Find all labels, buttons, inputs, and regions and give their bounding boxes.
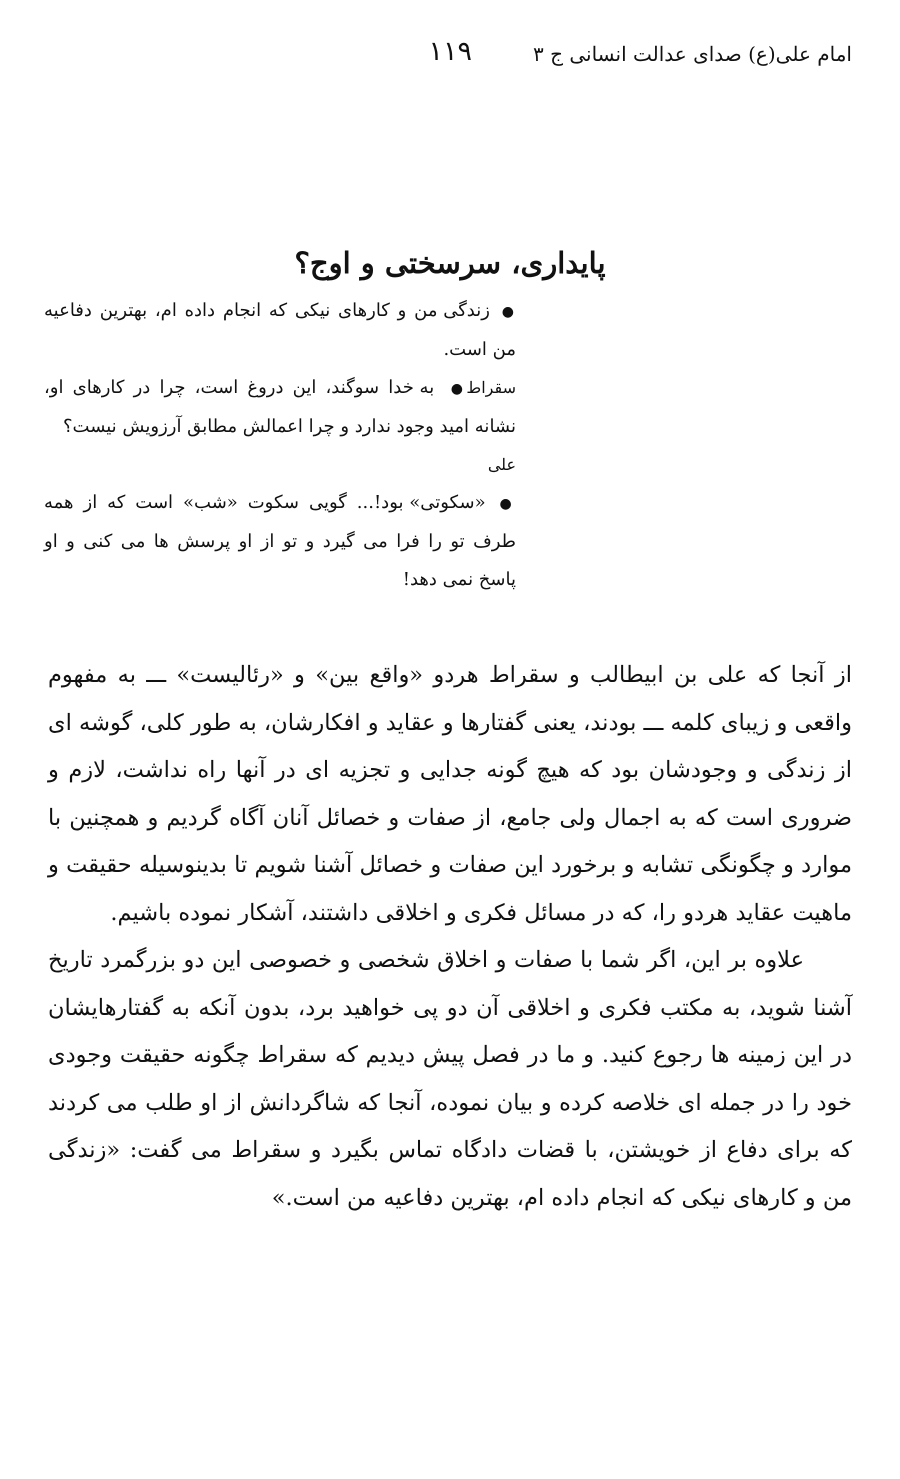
dialogue-text-1: زندگی من و کارهای نیکی که انجام داده ام، بهترین دفاعیه من است. <box>44 300 516 360</box>
paragraph-1: از آنجا که علی بن ابیطالب و سقراط هردو «واقع بین» و «رئالیست» ـــ به مفهوم واقعی و زیبای کلمه ـــ بودند، یعنی گفتارها و عقاید و افکارشان، به طور کلی، گوشه ای از زندگی و وجودشان بود که هیچ گونه جدایی و تجزیه ای در آنها راه نداشت، لازم و ضروری است که به اجمال ولی جامع، از صفات و خصائل آنان آگاه گردیم و همچنین با موارد و چگونگی تشابه و برخورد این صفات و خصائل آشنا شویم تا بدینوسیله حقیقت و ماهیت عقاید هردو را، که در مسائل فکری و اخلاقی داشتند، آشکار نموده باشیم. <box>48 662 852 926</box>
page-number: ۱۱۹ <box>428 36 472 67</box>
bullet-icon: ● <box>501 304 516 320</box>
dialogue-line-3 <box>44 484 516 599</box>
dialogue-block <box>44 292 516 599</box>
book-title: امام علی(ع) صدای عدالت انسانی ج ۳ <box>532 42 852 66</box>
dialogue-text-2: به خدا سوگند، این دروغ است، چرا در کارهای او، نشانه امید وجود ندارد و چرا اعمالش مطابق آرزویش نیست؟ <box>44 377 516 437</box>
speaker-socrates: سقراط <box>466 378 516 397</box>
body-text <box>48 652 852 1222</box>
dialogue-line-1 <box>44 292 516 369</box>
bullet-icon: ● <box>499 496 516 512</box>
speaker-ali: علی <box>487 455 516 474</box>
dialogue-text-3: «سکوتی» بود!... گویی سکوت «شب» است که از همه طرف تو را فرا می گیرد و تو از او پرسش ها می کنی و او پاسخ نمی دهد! <box>44 492 516 590</box>
dialogue-line-2 <box>44 369 516 446</box>
bullet-icon: ● <box>447 381 467 397</box>
speaker-ali-line <box>44 446 516 484</box>
paragraph-2: علاوه بر این، اگر شما با صفات و اخلاق شخصی و خصوصی این دو بزرگمرد تاریخ آشنا شوید، به مکتب فکری و اخلاقی آن دو پی خواهید برد، بدون آنکه به گفتارهایشان در این زمینه ها رجوع کنید. و ما در فصل پیش دیدیم که سقراط چگونه حقیقت وجودی خود را در جمله ای خلاصه کرده و بیان نموده، آنجا که شاگردانش از او طلب می کردند که برای دفاع از خویشتن، با قضات دادگاه تماس بگیرد و سقراط می گفت: «زندگی من و کارهای نیکی که انجام داده ام، بهترین دفاعیه من است.» <box>48 947 852 1211</box>
section-title: پایداری، سرسختی و اوج؟ <box>294 246 606 281</box>
running-header <box>48 36 852 76</box>
